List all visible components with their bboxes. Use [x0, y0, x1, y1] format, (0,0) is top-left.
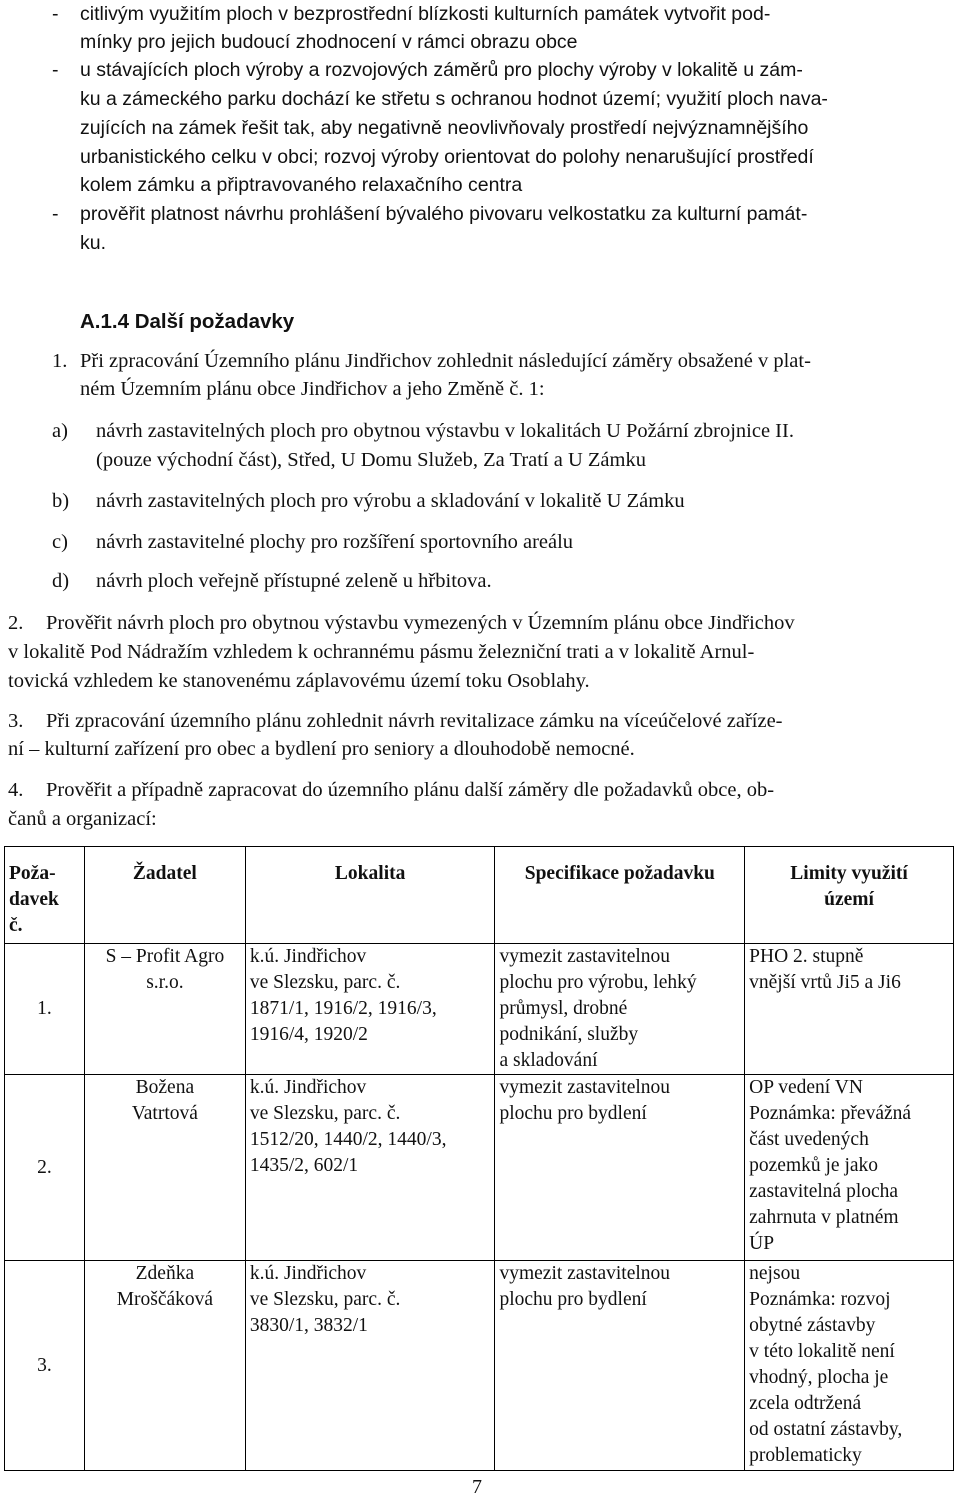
- item-line: v lokalitě Pod Nádražím vzhledem k ochrannému pásmu železniční trati a v lokalitě Arnul-: [8, 641, 755, 663]
- bullet-line: citlivým využitím ploch v bezprostřední blízkosti kulturních památek vytvořit pod-: [80, 3, 771, 25]
- subitem-label: d): [52, 570, 70, 592]
- cell-limits: PHO 2. stupně vnější vrtů Ji5 a Ji6: [745, 944, 954, 1075]
- bullet-line: ku a zámeckého parku dochází ke střetu s ochranou hodnot území; využití ploch nava-: [80, 88, 828, 110]
- bullet-dash: -: [52, 59, 59, 81]
- cell-request-no: 3.: [5, 1261, 85, 1471]
- item-line: Prověřit návrh ploch pro obytnou výstavbu vymezených v Územním plánu obce Jindřichov: [46, 612, 795, 634]
- cell-request-no: 1.: [5, 944, 85, 1075]
- item-number: 4.: [8, 779, 24, 801]
- item-line: ném Územním plánu obce Jindřichov a jeho Změně č. 1:: [80, 378, 545, 400]
- bullet-dash: -: [52, 3, 59, 25]
- item-number: 3.: [8, 710, 24, 732]
- header-request-no: Poža- davek č.: [5, 847, 85, 944]
- item-line: Prověřit a případně zapracovat do územního plánu další záměry dle požadavků obce, ob-: [46, 779, 775, 801]
- bullet-line: u stávajících ploch výroby a rozvojových záměrů pro plochy výroby v lokalitě u zám-: [80, 59, 803, 81]
- subitem-label: a): [52, 420, 68, 442]
- item-line: Při zpracování Územního plánu Jindřichov zohlednit následující záměry obsažené v plat-: [80, 350, 811, 372]
- header-limits: Limity využití území: [745, 847, 954, 944]
- item-line: ní – kulturní zařízení pro obec a bydlení pro seniory a dlouhodobě nemocné.: [8, 738, 635, 760]
- cell-applicant: S – Profit Agro s.r.o.: [84, 944, 245, 1075]
- subitem-text: návrh zastavitelné plochy pro rozšíření sportovního areálu: [96, 531, 574, 553]
- cell-request-no: 2.: [5, 1075, 85, 1261]
- cell-location: k.ú. Jindřichov ve Slezsku, parc. č. 1512/20, 1440/2, 1440/3, 1435/2, 602/1: [245, 1075, 495, 1261]
- header-specification: Specifikace požadavku: [495, 847, 745, 944]
- item-number: 1.: [52, 350, 68, 372]
- requests-table: [4, 846, 954, 1471]
- bullet-line: urbanistického celku v obci; rozvoj výroby orientovat do polohy nenarušující prostředí: [80, 146, 814, 168]
- bullet-line: zujících na zámek řešit tak, aby negativně neovlivňovaly prostředí nejvýznamnějšího: [80, 117, 809, 139]
- cell-applicant: Božena Vatrtová: [84, 1075, 245, 1261]
- item-line: Při zpracování územního plánu zohlednit návrh revitalizace zámku na víceúčelové zaříze-: [46, 710, 783, 732]
- item-number: 2.: [8, 612, 24, 634]
- subitem-text: návrh ploch veřejně přístupné zeleně u hřbitova.: [96, 570, 492, 592]
- cell-location: k.ú. Jindřichov ve Slezsku, parc. č. 1871/1, 1916/2, 1916/3, 1916/4, 1920/2: [245, 944, 495, 1075]
- item-line: tovická vzhledem ke stanovenému záplavovému území toku Osoblahy.: [8, 670, 590, 692]
- bullet-dash: -: [52, 203, 59, 225]
- cell-specification: vymezit zastavitelnou plochu pro výrobu, lehký průmysl, drobné podnikání, služby a skladování: [495, 944, 745, 1075]
- section-heading: A.1.4 Další požadavky: [80, 310, 295, 333]
- subitem-text: návrh zastavitelných ploch pro výrobu a skladování v lokalitě U Zámku: [96, 490, 685, 512]
- table-header-row: [5, 847, 954, 944]
- table-row: [5, 1075, 954, 1261]
- subitem-label: b): [52, 490, 70, 512]
- cell-limits: nejsou Poznámka: rozvoj obytné zástavby v této lokalitě není vhodný, plocha je zcela odtržená od ostatní zástavby, problematicky: [745, 1261, 954, 1471]
- bullet-line: mínky pro jejich budoucí zhodnocení v rámci obrazu obce: [80, 31, 578, 53]
- cell-specification: vymezit zastavitelnou plochu pro bydlení: [495, 1075, 745, 1261]
- cell-applicant: Zdeňka Mroščáková: [84, 1261, 245, 1471]
- item-line: čanů a organizací:: [8, 808, 157, 830]
- bullet-line: prověřit platnost návrhu prohlášení bývalého pivovaru velkostatku za kulturní památ-: [80, 203, 808, 225]
- bullet-line: kolem zámku a připtravovaného relaxačního centra: [80, 174, 523, 196]
- table-row: [5, 944, 954, 1075]
- header-location: Lokalita: [245, 847, 495, 944]
- subitem-line: návrh zastavitelných ploch pro obytnou výstavbu v lokalitách U Požární zbrojnice II.: [96, 420, 794, 442]
- bullet-line: ku.: [80, 232, 107, 254]
- subitem-label: c): [52, 531, 68, 553]
- cell-location: k.ú. Jindřichov ve Slezsku, parc. č. 3830/1, 3832/1: [245, 1261, 495, 1471]
- subitem-line: (pouze východní část), Střed, U Domu Služeb, Za Tratí a U Zámku: [96, 449, 646, 471]
- cell-limits: OP vedení VN Poznámka: převážná část uvedených pozemků je jako zastavitelná plocha zahrnuta v platném ÚP: [745, 1075, 954, 1261]
- page-number: 7: [472, 1476, 482, 1498]
- header-applicant: Žadatel: [84, 847, 245, 944]
- cell-specification: vymezit zastavitelnou plochu pro bydlení: [495, 1261, 745, 1471]
- table-row: [5, 1261, 954, 1471]
